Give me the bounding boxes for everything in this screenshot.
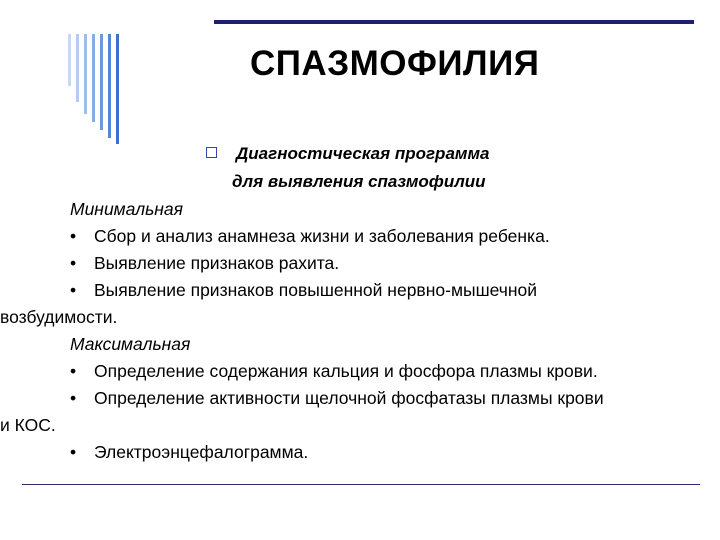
list-item-text: Выявление признаков повышенной нервно-мышечной возбудимости. [0,280,538,327]
list-item [34,223,694,250]
decorative-stripes [68,34,128,146]
list-item [0,385,694,439]
list-item-text: Электроэнцефалограмма. [94,442,309,462]
bullet-icon: • [70,280,77,300]
subheading-line-1: Диагностическая программа [236,144,490,163]
bullet-icon: • [70,361,77,381]
subheading [206,140,546,196]
bullet-icon: • [70,226,77,246]
bottom-rule [22,484,700,485]
page-title: СПАЗМОФИЛИЯ [250,44,540,83]
top-rule [214,20,694,24]
subheading-line-2: для выявления спазмофилии [232,172,486,191]
bullet-icon: • [70,442,77,462]
program-content [0,196,694,466]
list-item [34,439,694,466]
section-label-minimal: Минимальная [70,199,183,219]
bullet-icon: • [70,388,77,408]
bullet-icon: • [70,253,77,273]
section-label-maximal: Максимальная [70,334,191,354]
list-item [34,250,694,277]
list-item-text: Определение активности щелочной фосфатазы плазмы крови и КОС. [0,388,604,435]
list-item-text: Сбор и анализ анамнеза жизни и заболевания ребенка. [94,226,550,246]
square-bullet-icon [206,147,217,158]
list-item-text: Выявление признаков рахита. [94,253,340,273]
list-item-text: Определение содержания кальция и фосфора плазмы крови. [94,361,598,381]
list-item [0,277,694,331]
list-item [34,358,694,385]
